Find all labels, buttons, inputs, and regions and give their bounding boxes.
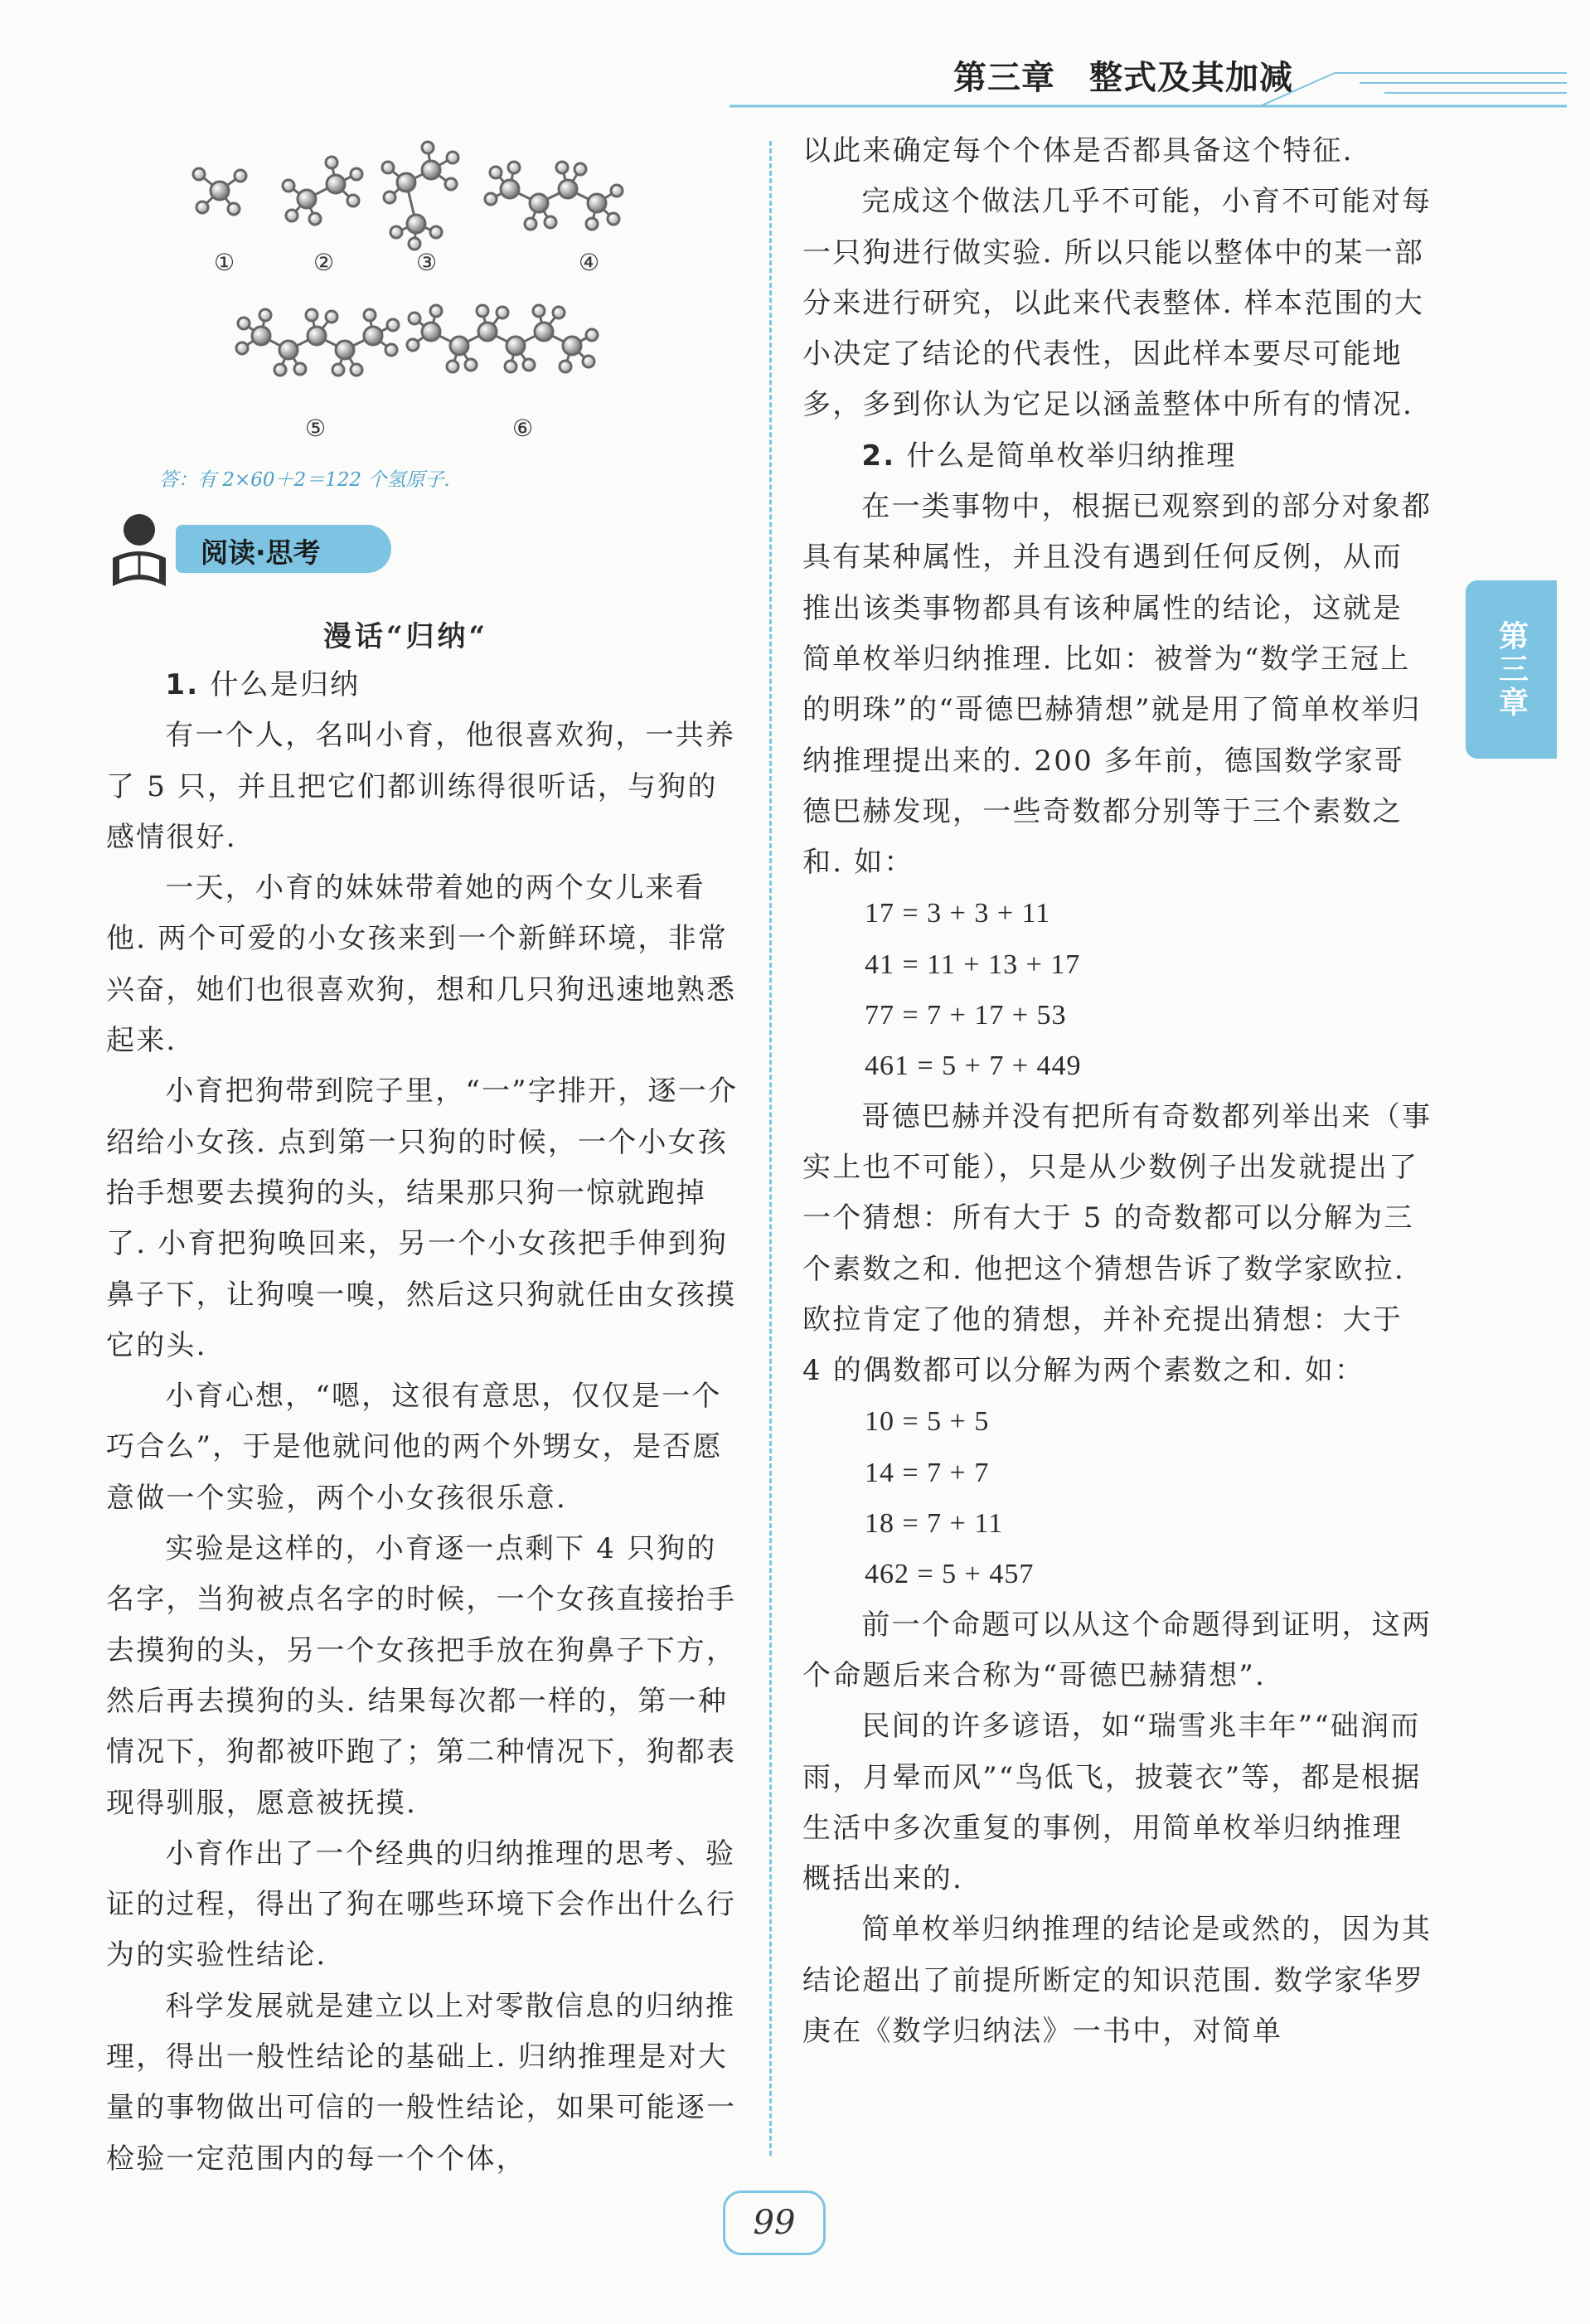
equation: 14 = 7 + 7 <box>865 1457 990 1488</box>
paragraph: 有一个人，名叫小育，他很喜欢狗，一共养了 5 只，并且把它们都训练得很听话，与狗的感情很好. <box>106 719 736 854</box>
banner-label: 阅读·思考 <box>201 536 321 569</box>
right-text-column <box>802 126 1432 2057</box>
page-number-text: 99 <box>753 2204 796 2242</box>
section-number: 2. <box>861 439 896 473</box>
chapter-side-tab-label: 第三章 <box>1494 619 1529 720</box>
molecule-5-icon <box>236 309 399 376</box>
page-number <box>723 2191 826 2255</box>
equation: 17 = 3 + 3 + 11 <box>865 898 1051 929</box>
molecule-label-1: ① <box>214 249 235 276</box>
molecule-3-icon <box>382 142 458 250</box>
header-decorative-lines <box>730 48 1567 114</box>
paragraph: 哥德巴赫并没有把所有奇数都列举出来（事实上也不可能），只是从少数例子出发就提出了一个猜想：所有大于 5 的奇数都可以分解为三个素数之和. 他把这个猜想告诉了数学家欧拉. 欧拉肯定了他的猜想，并补充提出猜想：大于 4 的偶数都可以分解为两个素数之和. 如： <box>802 1099 1432 1388</box>
paragraph: 简单枚举归纳推理的结论是或然的，因为其结论超出了前提所断定的知识范围. 数学家华罗庚在《数学归纳法》一书中，对简单 <box>802 1913 1432 2048</box>
chapter-header-title: 第三章 整式及其加减 <box>953 59 1293 97</box>
equation: 77 = 7 + 17 + 53 <box>865 1000 1067 1031</box>
handwritten-answer: 答：有 2×60＋2＝122 个氢原子. <box>159 469 450 491</box>
paragraph: 一天，小育的妹妹带着她的两个女儿来看他. 两个可爱的小女孩来到一个新鲜环境，非常兴奋，她们也很喜欢狗，想和几只狗迅速地熟悉起来. <box>106 871 737 1058</box>
equation: 18 = 7 + 11 <box>865 1508 1004 1540</box>
molecule-label-5: ⑤ <box>305 415 327 442</box>
paragraph: 小育作出了一个经典的归纳推理的思考、验证的过程，得出了狗在哪些环境下会作出什么行为的实验性结论. <box>106 1836 737 1972</box>
paragraph: 民间的许多谚语，如“瑞雪兆丰年”“础润而雨，月晕而风”“鸟低飞，披蓑衣”等，都是根据生活中多次重复的事例，用简单枚举归纳推理概括出来的. <box>802 1710 1422 1896</box>
section-heading <box>802 431 1432 482</box>
molecule-figure <box>182 133 647 442</box>
paragraph: 完成这个做法几乎不可能，小育不可能对每一只狗进行做实验. 所以只能以整体中的某一部分来进行研究，以此来代表整体. 样本范围的大小决定了结论的代表性，因此样本要尽可能地多，多到你认为它足以涵盖整体中所有的情况. <box>802 185 1432 422</box>
paragraph: 在一类事物中，根据已观察到的部分对象都具有某种属性，并且没有遇到任何反例，从而推出该类事物都具有该种属性的结论，这就是简单枚举归纳推理. 比如：被誉为“数学王冠上的明珠”的“哥德巴赫猜想”就是用了简单枚举归纳推理提出来的. 200 多年前，德国数学家哥德巴赫发现，一些奇数都分别等于三个素数之和. 如： <box>802 490 1432 880</box>
paragraph: 小育把狗带到院子里，“一”字排开，逐一介绍给小女孩. 点到第一只狗的时候，一个小女孩抬手想要去摸狗的头，结果那只狗一惊就跑掉了. 小育把狗唤回来，另一个小女孩把手伸到狗鼻子下，让狗嗅一嗅，然后这只狗就任由女孩摸它的头. <box>106 1075 739 1362</box>
chapter-side-tab <box>1466 580 1557 759</box>
column-divider <box>769 141 772 2156</box>
paragraph: 实验是这样的，小育逐一点剩下 4 只狗的名字，当狗被点名字的时候，一个女孩直接抬手去摸狗的头，另一个女孩把手放在狗鼻子下方，然后再去摸狗的头. 结果每次都一样的，第一种情况下，狗都被吓跑了；第二种情况下，狗都表现得驯服，愿意被抚摸. <box>106 1532 737 1820</box>
paragraph: 前一个命题可以从这个命题得到证明，这两个命题后来合称为“哥德巴赫猜想”. <box>802 1608 1432 1692</box>
molecule-label-6: ⑥ <box>512 415 534 442</box>
paragraph: 以此来确定每个个体是否都具备这个特征. <box>802 134 1354 167</box>
molecule-4-icon <box>485 162 623 230</box>
section-heading-text: 什么是简单枚举归纳推理 <box>895 439 1237 473</box>
molecule-1-icon <box>193 168 246 215</box>
alkane-molecules-illustration <box>182 133 647 398</box>
equation: 461 = 5 + 7 + 449 <box>865 1050 1082 1082</box>
equation: 41 = 11 + 13 + 17 <box>865 949 1081 980</box>
molecule-label-4: ④ <box>579 249 600 276</box>
section-number: 1. <box>165 668 200 701</box>
equation: 10 = 5 + 5 <box>865 1406 990 1438</box>
left-text-column <box>106 660 744 2185</box>
paragraph: 小育心想，“嗯，这很有意思，仅仅是一个巧合么”，于是他就问他的两个外甥女，是否愿意做一个实验，两个小女孩很乐意. <box>106 1380 723 1515</box>
equation: 462 = 5 + 457 <box>865 1559 1035 1590</box>
section-heading-text: 什么是归纳 <box>199 668 361 701</box>
article-title: 漫话“归纳“ <box>323 620 489 653</box>
molecule-label-3: ③ <box>416 249 438 276</box>
molecule-label-2: ② <box>313 249 335 276</box>
section-heading <box>106 660 744 711</box>
paragraph: 科学发展就是建立以上对零散信息的归纳推理，得出一般性结论的基础上. 归纳推理是对大量的事物做出可信的一般性结论，如果可能逐一检验一定范围内的每一个个体， <box>106 1989 737 2176</box>
molecule-2-icon <box>283 157 362 225</box>
molecule-6-icon <box>407 305 598 372</box>
